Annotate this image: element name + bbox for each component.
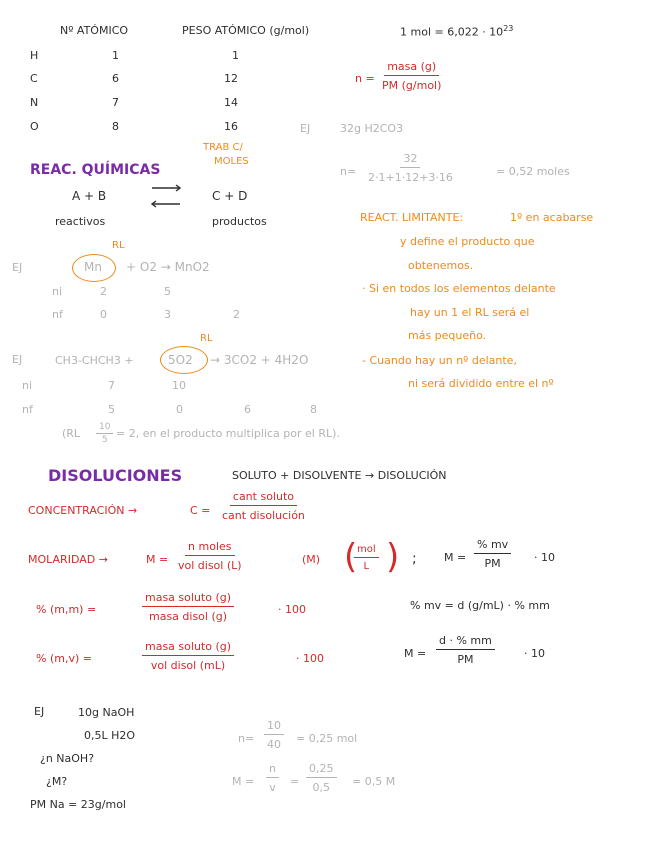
- pct-mm-fraction: [142, 591, 234, 623]
- rl-marker: RL: [200, 333, 213, 344]
- limitante-line: y define el producto que: [400, 235, 535, 248]
- molaridad-lhs: M =: [146, 553, 169, 566]
- limitante-line: ni será dividido entre el nº: [408, 377, 554, 390]
- reac-note-line1: TRAB C/: [203, 142, 243, 153]
- naoh-m-num1: n: [266, 762, 279, 778]
- conc-den: cant disolución: [222, 509, 305, 522]
- moles-formula-lhs: n =: [355, 72, 375, 85]
- naoh-m-den1: v: [269, 781, 276, 794]
- nf-value: 2: [233, 308, 240, 321]
- header-atomic-weight: PESO ATÓMICO (g/mol): [182, 24, 310, 37]
- molar-d-lhs: M =: [404, 647, 427, 660]
- limitante-line: · Si en todos los elementos delante: [362, 282, 556, 295]
- naoh-m-fraction-2: [306, 762, 337, 794]
- reactivos-label: reactivos: [55, 215, 106, 228]
- limitante-line: 1º en acabarse: [510, 211, 594, 224]
- limitante-title: REACT. LIMITANTE:: [360, 211, 464, 224]
- atom-z: 7: [112, 96, 119, 109]
- ej-label: EJ: [34, 705, 45, 718]
- rl-note-end: = 2, en el producto multiplica por el RL).: [116, 427, 340, 440]
- mol-constant: 1 mol = $6,022 \cdot 10^{23}$: [400, 24, 514, 39]
- formula-separator: ;: [412, 551, 417, 567]
- naoh-question-n: ¿n NaOH?: [40, 752, 95, 765]
- productos-label: productos: [212, 215, 267, 228]
- nf-value: 5: [108, 403, 115, 416]
- pct-mv-fraction: [142, 640, 234, 672]
- conc-num: cant soluto: [230, 490, 297, 506]
- unit-paren-close: ): [386, 537, 400, 577]
- reac-title: REAC. QUÍMICAS: [30, 162, 161, 178]
- conc-label: CONCENTRACIÓN →: [28, 504, 138, 517]
- naoh-m-result: = 0,5 M: [352, 775, 396, 788]
- nf-value: 8: [310, 403, 317, 416]
- reac-left-side: A + B: [72, 189, 107, 203]
- molaridad-label: MOLARIDAD →: [28, 553, 108, 566]
- atom-symbol: N: [30, 96, 39, 109]
- naoh-n-fraction: [264, 719, 284, 751]
- pct-mv-tail: · 100: [296, 652, 324, 665]
- naoh-line1: 10g NaOH: [78, 706, 135, 719]
- disol-equation: SOLUTO + DISOLVENTE → DISOLUCIÓN: [232, 469, 447, 482]
- limitante-line: hay un 1 el RL será el: [410, 306, 530, 319]
- atom-symbol: O: [30, 120, 39, 133]
- reac-note-line2: MOLES: [214, 156, 249, 167]
- nf-value: 3: [164, 308, 171, 321]
- molaridad-unit-pre: (M): [302, 553, 321, 566]
- atom-z: 6: [112, 72, 119, 85]
- ni-value: 2: [100, 285, 107, 298]
- atom-symbol: H: [30, 49, 39, 62]
- conc-fraction: [222, 490, 305, 522]
- molar-d-den: PM: [457, 653, 474, 666]
- ej-label: EJ: [12, 261, 23, 274]
- rl-note-start: (RL: [62, 427, 81, 440]
- mn-reagent: Mn: [84, 260, 102, 274]
- atom-z: 1: [112, 49, 119, 62]
- naoh-n-result: = 0,25 mol: [296, 732, 358, 745]
- pct-mm-den: masa disol (g): [148, 610, 228, 623]
- nf-value: 6: [244, 403, 251, 416]
- atom-weight: 12: [224, 72, 238, 85]
- disol-title: DISOLUCIONES: [48, 466, 183, 485]
- nf-label: nf: [52, 308, 63, 321]
- molar-d-num: d · % mm: [436, 634, 495, 650]
- naoh-m-fraction-1: [266, 762, 279, 794]
- molaridad-unit-den: L: [363, 561, 370, 572]
- moles-formula-den: PM (g/mol): [382, 79, 442, 92]
- limitante-line: más pequeño.: [408, 329, 487, 342]
- rl-note-den: 5: [101, 435, 108, 445]
- molar-mv-num: % mv: [474, 538, 511, 554]
- atom-z: 8: [112, 120, 119, 133]
- limitante-line: obtenemos.: [408, 259, 474, 272]
- reac-right-side: C + D: [212, 189, 248, 203]
- molaridad-num: n moles: [185, 540, 234, 556]
- naoh-pm: PM Na = 23g/mol: [30, 798, 126, 811]
- naoh-line2: 0,5L H2O: [84, 729, 136, 742]
- pct-mv-den: vol disol (mL): [150, 659, 226, 672]
- molaridad-unit-num: mol: [354, 544, 379, 558]
- pct-mv-num: masa soluto (g): [142, 640, 234, 656]
- rl-note-fraction: [96, 422, 113, 445]
- ni-label: ni: [22, 379, 33, 392]
- atom-weight: 14: [224, 96, 238, 109]
- nf-value: 0: [100, 308, 107, 321]
- molaridad-unit-fraction: [354, 544, 379, 572]
- ej-co3-den: 2·1+1·12+3·16: [368, 171, 453, 184]
- naoh-m-num2: 0,25: [306, 762, 337, 778]
- atom-symbol: C: [30, 72, 38, 85]
- comb-equation-right: → 3CO2 + 4H2O: [210, 353, 309, 367]
- molar-mv-den: PM: [484, 557, 501, 570]
- o2-reagent: 5O2: [168, 353, 193, 367]
- ej-label: EJ: [300, 122, 311, 135]
- molar-mv-fraction: [474, 538, 511, 570]
- naoh-n-den: 40: [267, 738, 281, 751]
- nf-label: nf: [22, 403, 33, 416]
- naoh-m-den2: 0,5: [312, 781, 330, 794]
- naoh-n-num: 10: [264, 719, 284, 735]
- ni-value: 5: [164, 285, 171, 298]
- moles-formula-num: masa (g): [384, 60, 439, 76]
- molaridad-den: vol disol (L): [178, 559, 242, 572]
- naoh-n-lhs: n=: [238, 732, 255, 745]
- ni-label: ni: [52, 285, 63, 298]
- pct-mv-lhs: % (m,v) =: [36, 652, 92, 665]
- ni-value: 7: [108, 379, 115, 392]
- molar-mv-tail: · 10: [534, 551, 555, 564]
- mv-relation: % mv = d (g/mL) · % mm: [410, 599, 550, 612]
- ej-co3-num: 32: [400, 152, 420, 168]
- pct-mm-num: masa soluto (g): [142, 591, 234, 607]
- pct-mm-lhs: % (m,m) =: [36, 603, 97, 616]
- atom-weight: 1: [232, 49, 239, 62]
- conc-lhs: C =: [190, 504, 211, 517]
- molar-mv-lhs: M =: [444, 551, 467, 564]
- rl-marker: RL: [112, 240, 125, 251]
- molar-d-tail: · 10: [524, 647, 545, 660]
- pct-mm-tail: · 100: [278, 603, 306, 616]
- naoh-question-m: ¿M?: [46, 775, 68, 788]
- naoh-m-lhs: M =: [232, 775, 255, 788]
- ej-label: EJ: [12, 353, 23, 366]
- comb-equation-left: CH3-CHCH3 +: [55, 354, 134, 367]
- unit-paren-open: (: [344, 537, 358, 577]
- atom-weight: 16: [224, 120, 238, 133]
- ej-co3-expr: 32g H2CO3: [340, 122, 404, 135]
- ej-co3-lhs: n=: [340, 165, 357, 178]
- naoh-m-equals: =: [290, 775, 300, 788]
- molar-d-fraction: [436, 634, 495, 666]
- header-atomic-number: Nº ATÓMICO: [60, 24, 129, 37]
- mn-equation-rest: + O2 → MnO2: [126, 260, 210, 274]
- ej-co3-result: = 0,52 moles: [496, 165, 570, 178]
- rl-note-num: 10: [96, 422, 113, 434]
- limitante-line: - Cuando hay un nº delante,: [362, 354, 517, 367]
- ni-value: 10: [172, 379, 186, 392]
- molaridad-fraction: [178, 540, 242, 572]
- nf-value: 0: [176, 403, 183, 416]
